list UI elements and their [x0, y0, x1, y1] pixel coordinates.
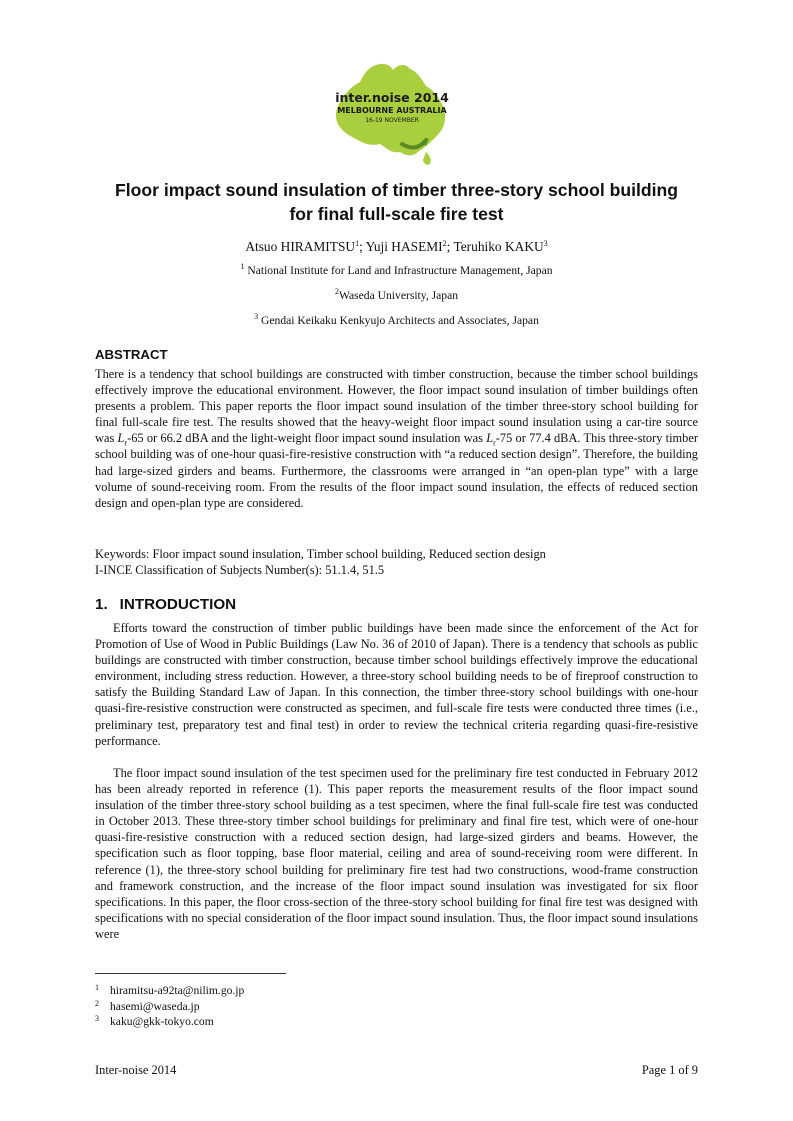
affiliation-text: Gendai Keikaku Kenkyujo Architects and Associates, Japan: [261, 314, 539, 327]
author-name: Atsuo HIRAMITSU: [245, 239, 356, 254]
abstract-text-part1: There is a tendency that school buildings are constructed with timber construction, because the timber school buildings effectively improve the educational environment. However, the floor impact sound insulation of timber buildings often presents a problem. This paper reports the floor impact sound insulation of the timber three-story school building for final full-scale fire test. The results showed that the heavy-weight floor impact sound insulation using a car-tire source was: [95, 367, 698, 446]
affiliation: [0, 264, 793, 277]
paper-title-line2: for final full-scale fire test: [289, 204, 504, 224]
level-symbol: L: [117, 431, 125, 446]
affiliation-text: National Institute for Land and Infrastructure Management, Japan: [247, 264, 553, 277]
abstract-text-part3: -75 or 77.4 dBA. This three-story timber school building was of one-hour quasi-fire-resistive construction with “a reduced section design”. Therefore, the building had large-sized girders and beams. Furthermore, the classrooms were arranged in “an open-plan type” with a large volume of sound-receiving room. From the results of the floor impact sound insulation, the effects of reduced section design and open-plan type are considered.: [95, 431, 698, 510]
abstract-text-part2: -65 or 66.2 dBA and the light-weight floor impact sound insulation was: [127, 431, 487, 446]
affiliation-mark: 2: [334, 287, 339, 296]
level-symbol: L: [486, 431, 494, 446]
footnote-email: kaku@gkk-tokyo.com: [110, 1015, 214, 1029]
affiliation-mark: 3: [254, 312, 259, 321]
keywords-line: Keywords: Floor impact sound insulation, Timber school building, Reduced section design: [95, 547, 546, 561]
author-name: Teruhiko KAKU: [453, 239, 544, 254]
page-number: Page 1 of 9: [641, 1063, 698, 1077]
affiliation-text: Waseda University, Japan: [338, 289, 459, 302]
intro-paragraph: The floor impact sound insulation of the test specimen used for the preliminary fire test conducted in February 2012 has been already reported in reference (1). This paper reports the measurement results of the floor impact sound insulation of the timber three-story school building as a test specimen, where the final full-scale fire test was conducted in October 2013. These three-story timber school buildings for preliminary and final fire test, which were of one-hour quasi-fire-resistive construction with a reduced section design, had large-sized girders and beams. However, the specification such as floor topping, base floor material, ceiling and area of sound-receiving room were different. In reference (1), the three-story school building for preliminary fire test had two constructions, wood-frame construction and framework construction, and the increase of the floor impact sound insulation was investigated for six floor specifications. In this paper, the floor cross-section of the three-story school building for final fire test was designed with specifications with no special consideration of the floor impact sound insulation. Thus, the floor impact sound insulations were: [95, 766, 698, 941]
author-separator: ;: [446, 239, 454, 254]
author-mark: 2: [442, 239, 447, 248]
paper-title: [60, 178, 733, 226]
affiliation: [0, 314, 793, 327]
footnote: 2 hasemi@waseda.jp: [95, 998, 200, 1013]
intro-paragraph: Efforts toward the construction of timber public buildings have been made since the enforcement of the Act for Promotion of Use of Wood in Public Buildings (Law No. 36 of 2010 of Japan). There is a tendency that schools as public buildings are constructed with timber construction, because timber school buildings effectively improve the educational environment, including stress reduction. However, a three-story school building needs to be of fireproof construction to satisfy the Building Standard Law of Japan. In this connection, the timber three-story school buildings with one-hour quasi-fire-resistive construction were constructed as specimen, and full-scale fire tests were conducted three times (i.e., preliminary test, preparatory test and final test) in order to review the technical criteria regarding quasi-fire-resistive performance.: [95, 621, 698, 748]
footer-conference: Inter-noise 2014: [95, 1063, 177, 1077]
footnote-list: [95, 983, 244, 1030]
classification-line: I-INCE Classification of Subjects Number(s): 51.1.4, 51.5: [95, 563, 385, 577]
affiliation-mark: 1: [240, 262, 245, 271]
logo-line3: 16-19 NOVEMBER: [365, 117, 419, 124]
author-mark: 3: [543, 239, 548, 248]
level-subscript: r: [124, 438, 128, 448]
abstract-body: [95, 366, 698, 511]
footnote: 3 kaku@gkk-tokyo.com: [95, 1014, 214, 1029]
author-mark: 1: [355, 239, 360, 248]
abstract-heading: ABSTRACT: [95, 347, 168, 362]
logo-line2: MELBOURNE AUSTRALIA: [337, 106, 447, 115]
paper-title-line1: Floor impact sound insulation of timber three-story school building: [114, 180, 679, 200]
level-subscript: r: [493, 438, 496, 448]
section-heading: [95, 596, 236, 613]
footnote: 1 hiramitsu-a92ta@nilim.go.jp: [95, 983, 245, 997]
logo-line1: inter.noise 2014: [335, 90, 449, 105]
footnote-email: hiramitsu-a92ta@nilim.go.jp: [110, 984, 245, 997]
footnote-email: hasemi@waseda.jp: [110, 999, 200, 1013]
author-separator: ;: [359, 239, 366, 254]
australia-map-icon: [330, 60, 455, 168]
author-name: Yuji HASEMI: [365, 239, 443, 254]
footnote-divider: [95, 973, 286, 974]
section-title: INTRODUCTION: [119, 596, 237, 613]
author-list: [0, 239, 793, 255]
conference-logo: [330, 60, 455, 168]
affiliation: [0, 289, 793, 302]
section-number: 1.: [95, 596, 108, 613]
